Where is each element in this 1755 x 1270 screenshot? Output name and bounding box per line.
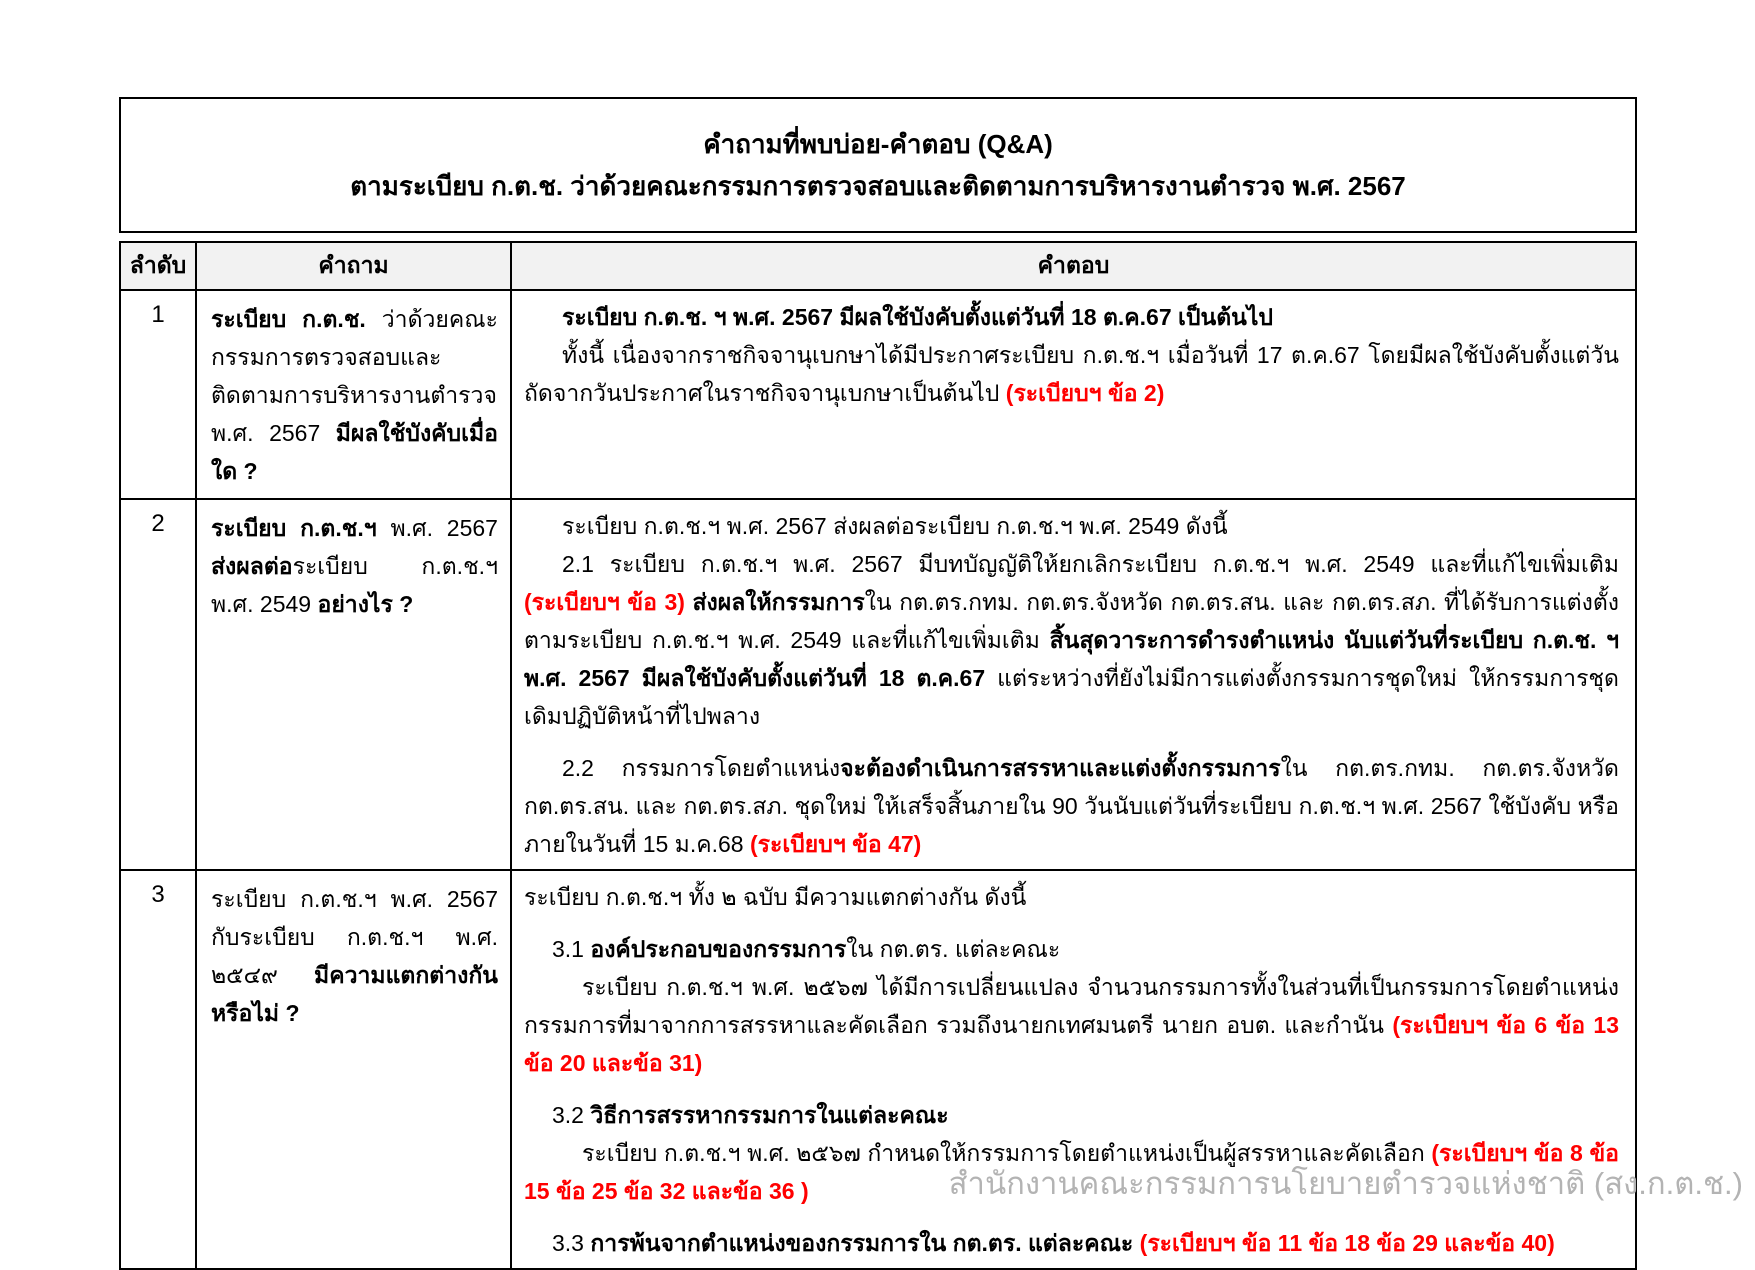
- emphasis-text: วิธีการสรรหากรรมการในแต่ละคณะ: [590, 1102, 949, 1128]
- answer-paragraph: [524, 968, 1619, 1082]
- body-text: ระเบียบ ก.ต.ช.ฯ พ.ศ. 2549: [211, 553, 498, 617]
- answer-cell: [511, 499, 1636, 870]
- qa-table: [119, 241, 1637, 1270]
- answer-paragraph: [524, 1096, 1619, 1134]
- table-header-row: [120, 242, 1636, 290]
- emphasis-text: องค์ประกอบของกรรมการ: [590, 936, 847, 962]
- emphasis-text: มีผลใช้บังคับเมื่อใด ?: [211, 420, 498, 484]
- reference-highlight: (ระเบียบฯ ข้อ 11 ข้อ 18 ข้อ 29 และข้อ 40): [1139, 1230, 1555, 1256]
- body-text: ว่าด้วยคณะกรรมการตรวจสอบและติดตามการบริหารงานตำรวจ พ.ศ. 2567: [211, 306, 498, 446]
- body-text: แต่ระหว่างที่ยังไม่มีการแต่งตั้งกรรมการชุดใหม่ ให้กรรมการชุดเดิมปฏิบัติหน้าที่ไปพลาง: [524, 665, 1619, 729]
- table-row: [120, 870, 1636, 1269]
- emphasis-text: ส่งผลต่อ: [211, 553, 293, 579]
- body-text: ระเบียบ ก.ต.ช.ฯ ทั้ง ๒ ฉบับ มีความแตกต่างกัน ดังนี้: [524, 884, 1027, 910]
- answer-paragraph: [524, 749, 1619, 863]
- answer-paragraph: [524, 878, 1619, 916]
- emphasis-text: มีความแตกต่างกัน หรือไม่ ?: [211, 962, 498, 1026]
- emphasis-text: อย่างไร ?: [317, 591, 414, 617]
- body-text: 2.2 กรรมการโดยตำแหน่ง: [562, 755, 841, 781]
- emphasis-text: ส่งผลให้กรรมการ: [692, 589, 865, 615]
- body-text: 3.2: [552, 1102, 591, 1128]
- row-number: 3: [120, 870, 196, 1269]
- emphasis-text: จะต้องดำเนินการสรรหาและแต่งตั้งกรรมการ: [840, 755, 1281, 781]
- question-cell: [196, 499, 511, 870]
- table-row: [120, 499, 1636, 870]
- body-text: ระเบียบ ก.ต.ช.ฯ พ.ศ. 2567 กับระเบียบ ก.ต.ช.ฯ พ.ศ. ๒๕๔๙: [211, 886, 498, 988]
- body-text: ระเบียบ ก.ต.ช.ฯ พ.ศ. ๒๕๖๗ ได้มีการเปลี่ยนแปลง จำนวนกรรมการทั้งในส่วนที่เป็นกรรมการโดยตำแหน่ง กรรมการที่มาจากการสรรหาและคัดเลือก รวมถึงนายกเทศมนตรี นายก อบต. และกำนัน: [524, 974, 1619, 1038]
- body-text: ระเบียบ ก.ต.ช.ฯ พ.ศ. ๒๕๖๗ กำหนดให้กรรมการโดยตำแหน่งเป็นผู้สรรหาและคัดเลือก: [582, 1140, 1432, 1166]
- answer-cell: [511, 290, 1636, 499]
- answer-cell: [511, 870, 1636, 1269]
- reference-highlight: (ระเบียบฯ ข้อ 8 ข้อ 15 ข้อ 25 ข้อ 32 และข้อ 36 ): [524, 1140, 1619, 1204]
- body-text: ระเบียบ ก.ต.ช.ฯ พ.ศ. 2567 ส่งผลต่อระเบียบ ก.ต.ช.ฯ พ.ศ. 2549 ดังนี้: [562, 513, 1228, 539]
- emphasis-text: ระเบียบ ก.ต.ช.ฯ: [211, 515, 377, 541]
- header-no: ลำดับ: [120, 242, 196, 290]
- body-text: 3.3: [552, 1230, 591, 1256]
- body-text: 3.1: [552, 936, 591, 962]
- agency-footer-note: สำนักงานคณะกรรมการนโยบายตำรวจแห่งชาติ (สง.ก.ต.ช.): [948, 1166, 1743, 1201]
- table-row: [120, 290, 1636, 499]
- question-text: [211, 509, 498, 623]
- answer-paragraph: [524, 930, 1619, 968]
- question-text: [211, 880, 498, 1032]
- document-title-line2: ตามระเบียบ ก.ต.ช. ว่าด้วยคณะกรรมการตรวจสอบและติดตามการบริหารงานตำรวจ พ.ศ. 2567: [350, 171, 1406, 201]
- document-title-box: [119, 97, 1637, 233]
- header-answer: คำตอบ: [511, 242, 1636, 290]
- reference-highlight: (ระเบียบฯ ข้อ 47): [749, 831, 922, 857]
- reference-highlight: (ระเบียบฯ ข้อ 6 ข้อ 13 ข้อ 20 และข้อ 31): [524, 1012, 1619, 1076]
- emphasis-text: การพ้นจากตำแหน่งของกรรมการใน กต.ตร. แต่ละคณะ: [590, 1230, 1134, 1256]
- question-cell: [196, 290, 511, 499]
- body-text: ใน กต.ตร.กทม. กต.ตร.จังหวัด กต.ตร.สน. และ กต.ตร.สภ. ที่ได้รับการแต่งตั้งตามระเบียบ ก.ต.ช.ฯ พ.ศ. 2549 และที่แก้ไขเพิ่มเติม: [524, 589, 1619, 653]
- answer-paragraph: [524, 545, 1619, 735]
- body-text: ทั้งนี้ เนื่องจากราชกิจจานุเบกษาได้มีประกาศระเบียบ ก.ต.ช.ฯ เมื่อวันที่ 17 ต.ค.67 โดยมีผลใช้บังคับตั้งแต่วันถัดจากวันประกาศในราชกิจจานุเบกษาเป็นต้นไป: [524, 342, 1619, 406]
- header-question: คำถาม: [196, 242, 511, 290]
- question-cell: [196, 870, 511, 1269]
- answer-paragraph: [524, 298, 1619, 336]
- emphasis-text: ระเบียบ ก.ต.ช. ฯ พ.ศ. 2567 มีผลใช้บังคับตั้งแต่วันที่ 18 ต.ค.67 เป็นต้นไป: [562, 304, 1274, 330]
- answer-paragraph: [524, 336, 1619, 412]
- body-text: พ.ศ. 2567: [376, 515, 498, 541]
- reference-highlight: (ระเบียบฯ ข้อ 3): [524, 589, 685, 615]
- question-text: [211, 300, 498, 490]
- body-text: ใน กต.ตร. แต่ละคณะ: [846, 936, 1061, 962]
- emphasis-text: สิ้นสุดวาระการดำรงตำแหน่ง นับแต่วันที่ระเบียบ ก.ต.ช. ฯ พ.ศ. 2567 มีผลใช้บังคับตั้งแต่วันที่ 18 ต.ค.67: [524, 627, 1620, 691]
- reference-highlight: (ระเบียบฯ ข้อ 2): [1005, 380, 1165, 406]
- body-text: ใน กต.ตร.กทม. กต.ตร.จังหวัด กต.ตร.สน. และ กต.ตร.สภ. ชุดใหม่ ให้เสร็จสิ้นภายใน 90 วันนับแต่วันที่ระเบียบ ก.ต.ช.ฯ พ.ศ. 2567 ใช้บังคับ หรือภายในวันที่ 15 ม.ค.68: [524, 755, 1619, 857]
- answer-paragraph: [524, 1224, 1619, 1262]
- row-number: 1: [120, 290, 196, 499]
- emphasis-text: ระเบียบ ก.ต.ช.: [211, 306, 382, 332]
- answer-paragraph: [524, 507, 1619, 545]
- body-text: 2.1 ระเบียบ ก.ต.ช.ฯ พ.ศ. 2567 มีบทบัญญัติให้ยกเลิกระเบียบ ก.ต.ช.ฯ พ.ศ. 2549 และที่แก้ไขเพิ่มเติม: [562, 551, 1619, 577]
- document-title-line1: คำถามที่พบบ่อย-คำตอบ (Q&A): [703, 128, 1053, 159]
- row-number: 2: [120, 499, 196, 870]
